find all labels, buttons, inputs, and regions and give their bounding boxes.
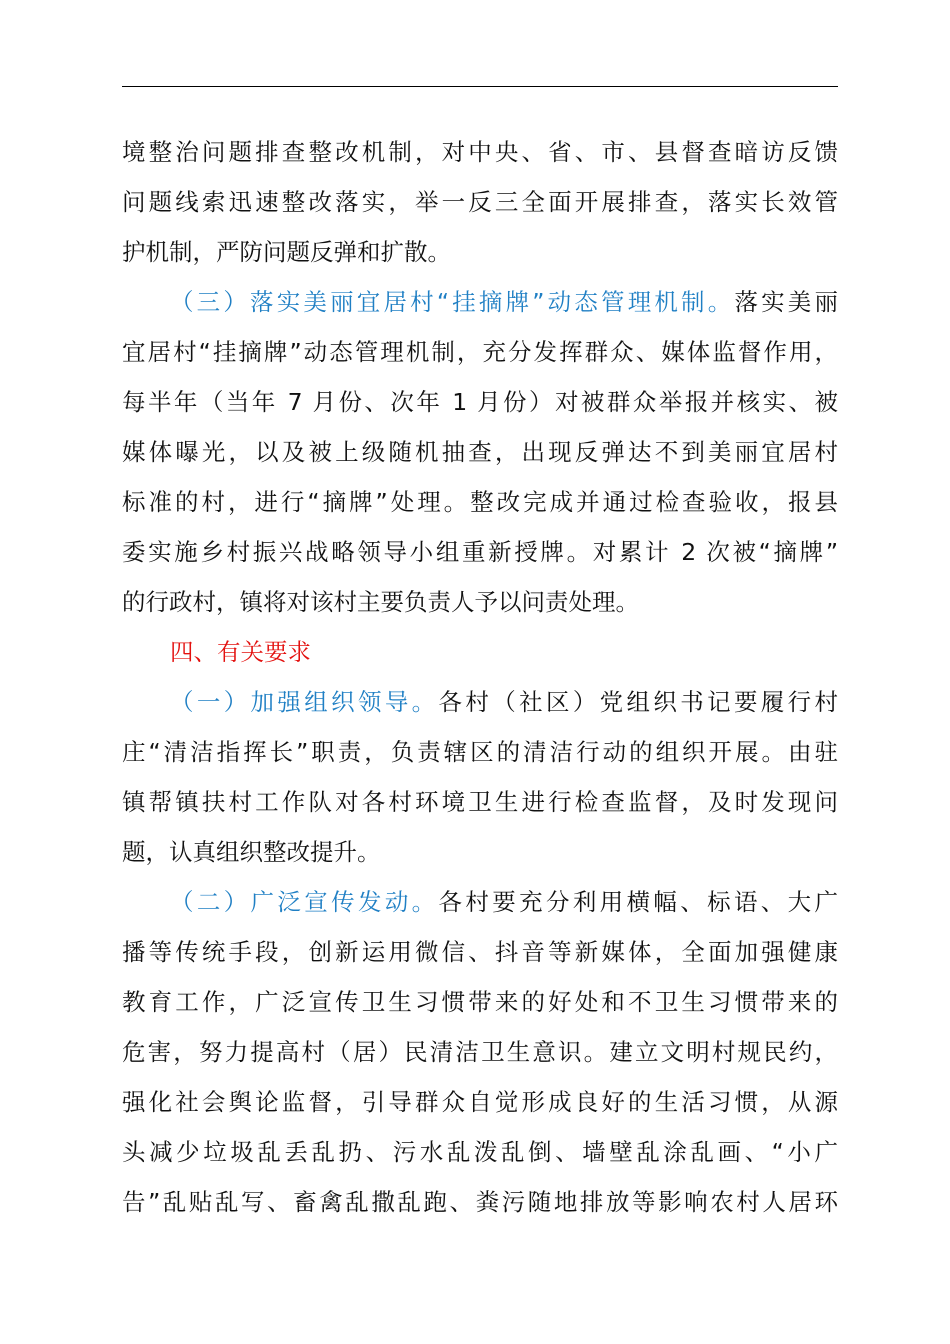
paragraph-text: 各村（社区）党组织书记要履行村 xyxy=(438,688,839,716)
paragraph-start xyxy=(122,677,838,727)
paragraph-text: 落实美丽 xyxy=(734,288,838,316)
subsection-heading-2: （二）广泛宣传发动。 xyxy=(170,888,439,916)
text-line: 教育工作，广泛宣传卫生习惯带来的好处和不卫生习惯带来的 xyxy=(122,988,838,1016)
text-line: 危害，努力提高村（居）民清洁卫生意识。建立文明村规民约， xyxy=(122,1038,838,1066)
text-line: 宜居村“挂摘牌”动态管理机制，充分发挥群众、媒体监督作用， xyxy=(122,338,838,366)
text-line: 境整治问题排查整改机制，对中央、省、市、县督查暗访反馈 xyxy=(122,138,838,166)
text-line: 标准的村，进行“摘牌”处理。整改完成并通过检查验收，报县 xyxy=(122,488,838,516)
text-line: 告”乱贴乱写、畜禽乱撒乱跑、粪污随地排放等影响农村人居环 xyxy=(122,1188,838,1216)
text-line: 播等传统手段，创新运用微信、抖音等新媒体，全面加强健康 xyxy=(122,938,838,966)
text-line: 庄“清洁指挥长”职责，负责辖区的清洁行动的组织开展。由驻 xyxy=(122,738,838,766)
text-line: 题，认真组织整改提升。 xyxy=(122,838,381,866)
paragraph-text: 各村要充分利用横幅、标语、大广 xyxy=(438,888,839,916)
text-line: 委实施乡村振兴战略领导小组重新授牌。对累计 2 次被“摘牌” xyxy=(122,538,838,566)
section-heading-4: 四、有关要求 xyxy=(170,638,311,666)
header-rule xyxy=(122,86,838,87)
text-line: 护机制，严防问题反弹和扩散。 xyxy=(122,238,451,266)
paragraph-start xyxy=(122,277,838,327)
text-line: 镇帮镇扶村工作队对各村环境卫生进行检查监督，及时发现问 xyxy=(122,788,838,816)
paragraph-start xyxy=(122,877,838,927)
text-line: 每半年（当年 7 月份、次年 1 月份）对被群众举报并核实、被 xyxy=(122,388,838,416)
text-line: 的行政村，镇将对该村主要负责人予以问责处理。 xyxy=(122,588,639,616)
subsection-heading-1: （一）加强组织领导。 xyxy=(170,688,439,716)
text-line: 媒体曝光，以及被上级随机抽查，出现反弹达不到美丽宜居村 xyxy=(122,438,838,466)
text-line: 头减少垃圾乱丢乱扔、污水乱泼乱倒、墙壁乱涂乱画、“小广 xyxy=(122,1138,838,1166)
document-body xyxy=(122,127,838,1227)
text-line: 问题线索迅速整改落实，举一反三全面开展排查，落实长效管 xyxy=(122,188,838,216)
text-line: 强化社会舆论监督，引导群众自觉形成良好的生活习惯，从源 xyxy=(122,1088,838,1116)
section-heading-3: （三）落实美丽宜居村“挂摘牌”动态管理机制。 xyxy=(170,288,735,316)
